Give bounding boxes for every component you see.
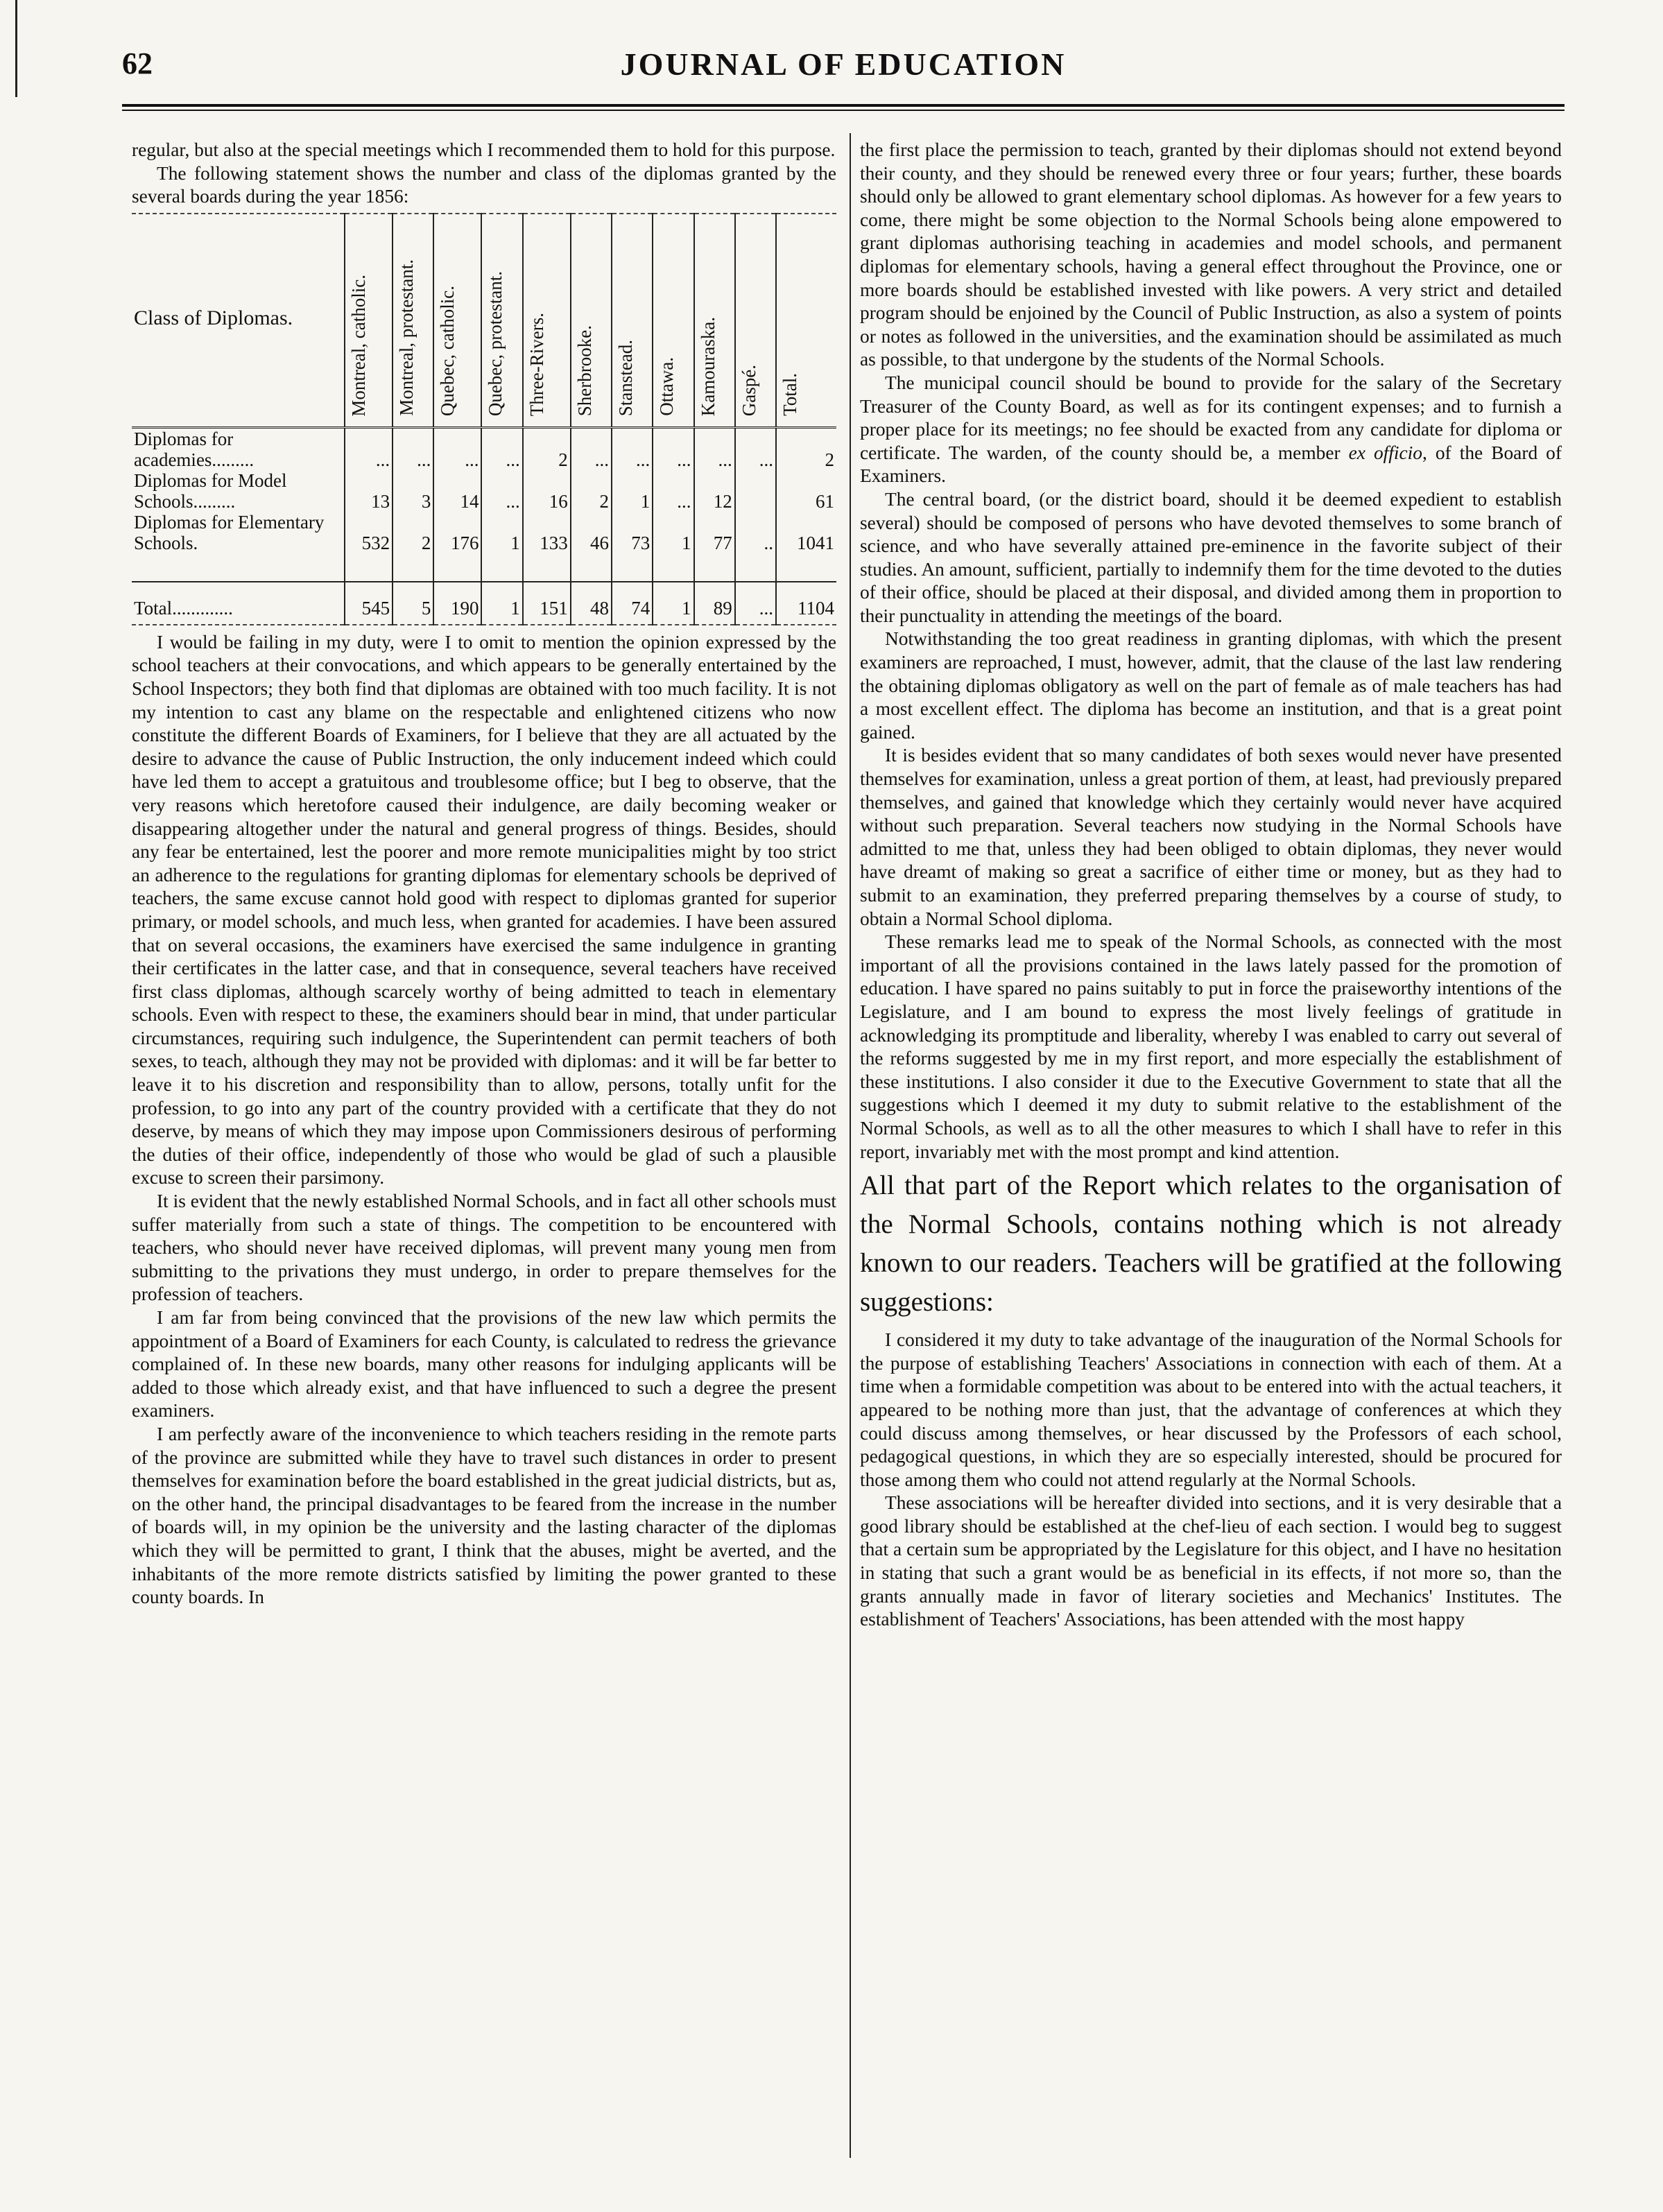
table-cell: 2	[523, 427, 571, 470]
table-cell: 1104	[776, 582, 836, 625]
table-cell: 2	[393, 512, 433, 553]
header-rule-top	[122, 104, 1565, 107]
table-cell: 176	[433, 512, 481, 553]
table-cell: 3	[393, 470, 433, 512]
paragraph: It is besides evident that so many candidates of both sexes would never have presented themselves for examination, unless a great portion of them, at least, had previously prepared themselves, and gained that knowledge which they certainly would never have acquired without such preparation. Several teachers now studying in the Normal Schools have admitted to me that, unless they had been obliged to obtain diplomas, they never would have dreamt of making so great a sacrifice of either time or money, but as they had to submit to an examination, they preferred preparing themselves by a course of study, to obtain a Normal School diploma.	[860, 745, 1562, 929]
table-cell: ...	[433, 427, 481, 470]
table-cell: ...	[612, 427, 653, 470]
table-cell: 89	[694, 582, 735, 625]
table-cell: ...	[481, 470, 522, 512]
paragraph: regular, but also at the special meetings which I recommended them to hold for this purpose.	[132, 139, 836, 160]
left-column	[132, 139, 836, 1609]
column-header: Gaspé.	[735, 214, 776, 428]
table-cell: ...	[571, 427, 612, 470]
table-cell: ...	[653, 470, 693, 512]
table-cell: ...	[653, 427, 693, 470]
paragraph: I am perfectly aware of the inconvenience to which teachers residing in the remote parts of the province are submitted while they have to travel such distances in order to present themselves for examination before the board established in the great judicial districts, but as, on the other hand, the principal disadvantages to be feared from the increase in the number of boards will, in my opinion be the university and the lasting character of the diplomas which they will be permitted to grant, I think that the abuses, might be averted, and the inhabitants of the more remote districts satisfied by limiting the power granted to these county boards. In	[132, 1423, 836, 1608]
table-cell: 1	[612, 470, 653, 512]
table-cell: 61	[776, 470, 836, 512]
column-header: Ottawa.	[653, 214, 693, 428]
class-of-diplomas-header: Class of Diplomas.	[134, 306, 293, 329]
page-number: 62	[122, 46, 153, 80]
table-cell: 1	[481, 512, 522, 553]
table-header-row	[132, 214, 836, 428]
table-total-row	[132, 582, 836, 625]
table-row	[132, 512, 836, 553]
table-cell	[735, 470, 776, 512]
scan-edge-line	[15, 0, 17, 97]
paragraph: Notwithstanding the too great readiness in granting diplomas, with which the present examiners are reproached, I must, however, admit, that the clause of the last law rendering the obtaining diplomas obligatory as well on the part of female as of male teachers has had a most excellent effect. The diploma has become an institution, and that is a great point gained.	[860, 628, 1562, 743]
right-column	[860, 139, 1562, 1632]
paragraph: I would be failing in my duty, were I to omit to mention the opinion expressed by the school teachers at their convocations, and which appears to be generally entertained by the School Inspectors; they both find that diplomas are obtained with too much facility. It is not my intention to cast any blame on the respectable and enlightened citizens who now constitute the different Boards of Examiners, for I believe that they are all actuated by the desire to advance the cause of Public Instruction, the only inducement indeed which could have led them to accept a gratuitous and troublesome office; but I beg to observe, that the very reasons which heretofore caused their indulgence, are daily becoming weaker or disappearing altogether under the natural and general progress of things. Besides, should any fear be entertained, lest the poorer and more remote municipalities might by too strict an adherence to the regulations for granting diplomas for elementary schools be deprived of teachers, the same excuse cannot hold good with respect to diplomas granted for superior primary, or model schools, and much less, when granted for academies. I have been assured that on several occasions, the examiners have exercised the same indulgence in granting their certificates in the latter case, and that in consequence, several teachers have received first class diplomas, although scarcely worthy of being admitted to teach in elementary schools. Even with respect to these, the examiners should bear in mind, that under particular circumstances, requiring such indulgence, the Superintendent can permit teachers of both sexes, to teach, although they may not be provided with diplomas: and it will be far better to leave it to his discretion and responsibility than to allow, persons, totally unfit for the profession, to go into any part of the country provided with a certificate that they do not deserve, by means of which they may impose upon Commissioners desirous of performing the duties of their office, independently of those who would be glad of such a plausible excuse to screen their parsimony.	[132, 631, 836, 1189]
table-row	[132, 427, 836, 470]
table-cell: 1	[653, 582, 693, 625]
column-header: Quebec, protestant.	[481, 214, 522, 428]
table-cell: ...	[481, 427, 522, 470]
ex-officio-italic: ex officio	[1348, 442, 1422, 463]
table-cell: ...	[735, 427, 776, 470]
table-cell: 48	[571, 582, 612, 625]
table-cell: 133	[523, 512, 571, 553]
column-header: Sherbrooke.	[571, 214, 612, 428]
table-cell: 74	[612, 582, 653, 625]
diplomas-table	[132, 213, 836, 625]
table-cell: 532	[345, 512, 393, 553]
table-cell: 2	[776, 427, 836, 470]
paragraph: These remarks lead me to speak of the Normal Schools, as connected with the most important of all the provisions contained in the laws lately passed for the promotion of education. I have spared no pains suitably to put in force the praiseworthy intentions of the Legislature, and I am bound to express the most lively feelings of gratitude in acknowledging its promptitude and liberality, whereby I was enabled to carry out several of the reforms suggested by me in my first report, and more especially the establishment of these institutions. I also consider it due to the Executive Government to state that all the suggestions which I deemed it my duty to submit relative to the establishment of the Normal Schools, as well as to all the other measures to which I shall have to refer in this report, invariably met with the most prompt and kind attention.	[860, 931, 1562, 1162]
paragraph: The central board, (or the district board, should it be deemed expedient to establish several) should be composed of persons who have devoted themselves to some branch of science, and who have severally attained pre-eminence in the favorite subject of their studies. An amount, sufficient, partially to indemnify them for the time devoted to the duties of their office, should be placed at their disposal, and divided among them in proportion to their punctuality in attending the meetings of the board.	[860, 488, 1562, 626]
paragraph: The following statement shows the number and class of the diplomas granted by the several boards during the year 1856:	[132, 162, 836, 207]
table-row	[132, 470, 836, 512]
page-header	[122, 46, 1565, 94]
table-cell: 16	[523, 470, 571, 512]
table-cell: 1	[653, 512, 693, 553]
table-cell: 1	[481, 582, 522, 625]
paragraph: I am far from being convinced that the provisions of the new law which permits the appointment of a Board of Examiners for each County, is calculated to redress the grievance complained of. In these new boards, many other reasons for indulging applicants will be added to those which already exist, and that have influenced to such a degree the present examiners.	[132, 1307, 836, 1422]
table-cell: 73	[612, 512, 653, 553]
column-header: Total.	[776, 214, 836, 428]
table-cell: 13	[345, 470, 393, 512]
paragraph: I considered it my duty to take advantage of the inauguration of the Normal Schools for the purpose of establishing Teachers' Associations in connection with each of them. At a time when a formidable competition was about to be entered into with the actual teachers, it appeared to be nothing more than just, that the advantage of conferences at which they could discuss among themselves, or hear discussed by the Professors of each school, pedagogical questions, in which they are so especially interested, should be procured for those among them who could not attend regularly at the Normal Schools.	[860, 1329, 1562, 1490]
paragraph: the first place the permission to teach, granted by their diplomas should not extend beyond their county, and they should be renewed every three or four years; further, these boards should only be allowed to grant elementary school diplomas. As however for a few years to come, there might be some objection to the Normal Schools being alone empowered to grant diplomas authorising teaching in academies and model schools, and permanent diplomas for elementary schools, having a general effect throughout the Province, one or more boards should be established invested with like powers. A very strict and detailed program should be enjoined by the Council of Public Instruction, as also a system of points or notes as followed in the universities, and the examination should be assimilated as much as possible, to that undergone by the students of the Normal Schools.	[860, 139, 1562, 370]
table-cell: ..	[735, 512, 776, 553]
table-cell: ...	[694, 427, 735, 470]
table-cell: 14	[433, 470, 481, 512]
table-cell: ...	[735, 582, 776, 625]
table-cell: 12	[694, 470, 735, 512]
column-header: Montreal, protestant.	[393, 214, 433, 428]
column-header: Three-Rivers.	[523, 214, 571, 428]
table-cell: 1041	[776, 512, 836, 553]
journal-title: JOURNAL OF EDUCATION	[620, 46, 1067, 82]
table-cell: 5	[393, 582, 433, 625]
paragraph: It is evident that the newly established Normal Schools, and in fact all other schools must suffer materially from such a state of things. The competition to be encountered with teachers, who should never have received diplomas, will prevent many young men from submitting to the privations they must undergo, in order to prepare themselves for the profession of teachers.	[132, 1191, 836, 1305]
column-header: Stanstead.	[612, 214, 653, 428]
column-divider	[850, 133, 851, 2158]
column-header: Kamouraska.	[694, 214, 735, 428]
table-cell: 46	[571, 512, 612, 553]
paragraph: These associations will be hereafter divided into sections, and it is very desirable that a good library should be established at the chef-lieu of each section. I would beg to suggest that a certain sum be appropriated by the Legislature for this object, and I have no hesitation in stating that such a grant would be as beneficial in its effects, if not more so, than the grants annually made in favor of literary societies and Mechanics' Institutes. The establishment of Teachers' Associations, has been attended with the most happy	[860, 1492, 1562, 1630]
total-label: Total.............	[134, 597, 233, 619]
table-cell: 151	[523, 582, 571, 625]
table-cell: 77	[694, 512, 735, 553]
paragraph: The municipal council should be bound to provide for the salary of the Secretary Treasurer of the County Board, as well as for its contingent expenses; and to furnish a proper place for its meetings; no fee should be exacted from any candidate for diploma or certificate. The warden, of the county should be, a member ex officio, of the Board of Examiners.	[860, 372, 1562, 487]
row-label: Diplomas for academies.........	[134, 428, 255, 470]
table-cell: 190	[433, 582, 481, 625]
table-cell: 2	[571, 470, 612, 512]
table-spacer-row	[132, 553, 836, 582]
column-header: Quebec, catholic.	[433, 214, 481, 428]
column-header: Montreal, catholic.	[345, 214, 393, 428]
row-label: Diplomas for Elementary Schools.	[134, 511, 325, 553]
table-cell: 545	[345, 582, 393, 625]
row-label: Diplomas for Model Schools.........	[134, 469, 287, 512]
header-rule-bottom	[122, 110, 1565, 111]
table-cell: ...	[345, 427, 393, 470]
editorial-lead: All that part of the Report which relates to the organisation of the Normal Schools, contains nothing which is not already known to our readers. Teachers will be gratified at the following suggestions:	[860, 1170, 1562, 1317]
table-cell: ...	[393, 427, 433, 470]
